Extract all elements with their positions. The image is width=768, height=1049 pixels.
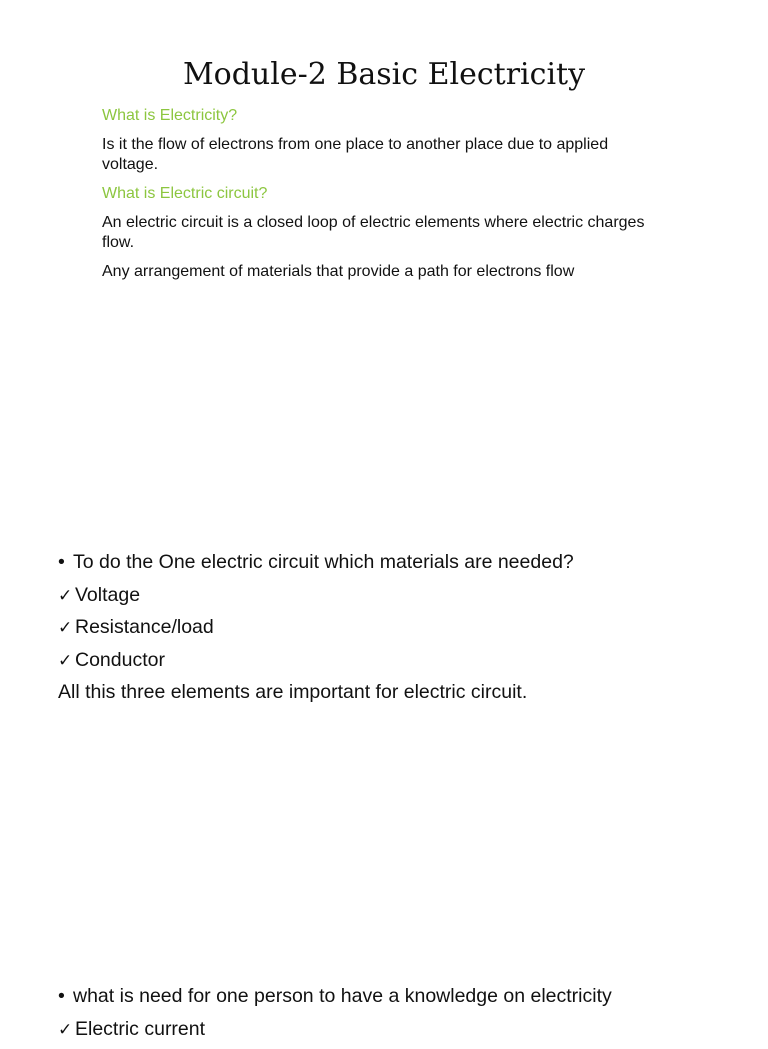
item-conductor: Conductor xyxy=(75,649,165,671)
checkmark-icon: ✓ xyxy=(58,1018,75,1042)
checkmark-icon: ✓ xyxy=(58,616,75,640)
knowledge-question: what is need for one person to have a knowledge on electricity xyxy=(73,985,612,1007)
checkmark-icon: ✓ xyxy=(58,584,75,608)
answer-circuit: An electric circuit is a closed loop of electric elements where electric charges flow. xyxy=(102,213,662,253)
check-item xyxy=(58,583,738,616)
slide1-content xyxy=(102,106,662,291)
answer-electricity: Is it the flow of electrons from one place to another place due to applied voltage. xyxy=(102,135,662,175)
item-voltage: Voltage xyxy=(75,584,140,606)
bullet-icon: • xyxy=(58,550,73,574)
item-resistance: Resistance/load xyxy=(75,616,214,638)
slide-title: Module-2 Basic Electricity xyxy=(0,56,768,94)
bullet-icon: • xyxy=(58,984,73,1008)
bullet-question xyxy=(58,550,738,583)
summary-text: All this three elements are important for electric circuit. xyxy=(58,680,738,713)
slide3-content xyxy=(58,984,738,1049)
bullet-question xyxy=(58,984,738,1017)
answer-arrangement: Any arrangement of materials that provide a path for electrons flow xyxy=(102,262,662,282)
checkmark-icon: ✓ xyxy=(58,649,75,673)
question-heading-electricity: What is Electricity? xyxy=(102,106,662,126)
materials-question: To do the One electric circuit which materials are needed? xyxy=(73,551,574,573)
item-electric-current: Electric current xyxy=(75,1018,205,1040)
slide2-content xyxy=(58,550,738,713)
check-item xyxy=(58,1017,738,1049)
check-item xyxy=(58,648,738,681)
check-item xyxy=(58,615,738,648)
question-heading-circuit: What is Electric circuit? xyxy=(102,184,662,204)
